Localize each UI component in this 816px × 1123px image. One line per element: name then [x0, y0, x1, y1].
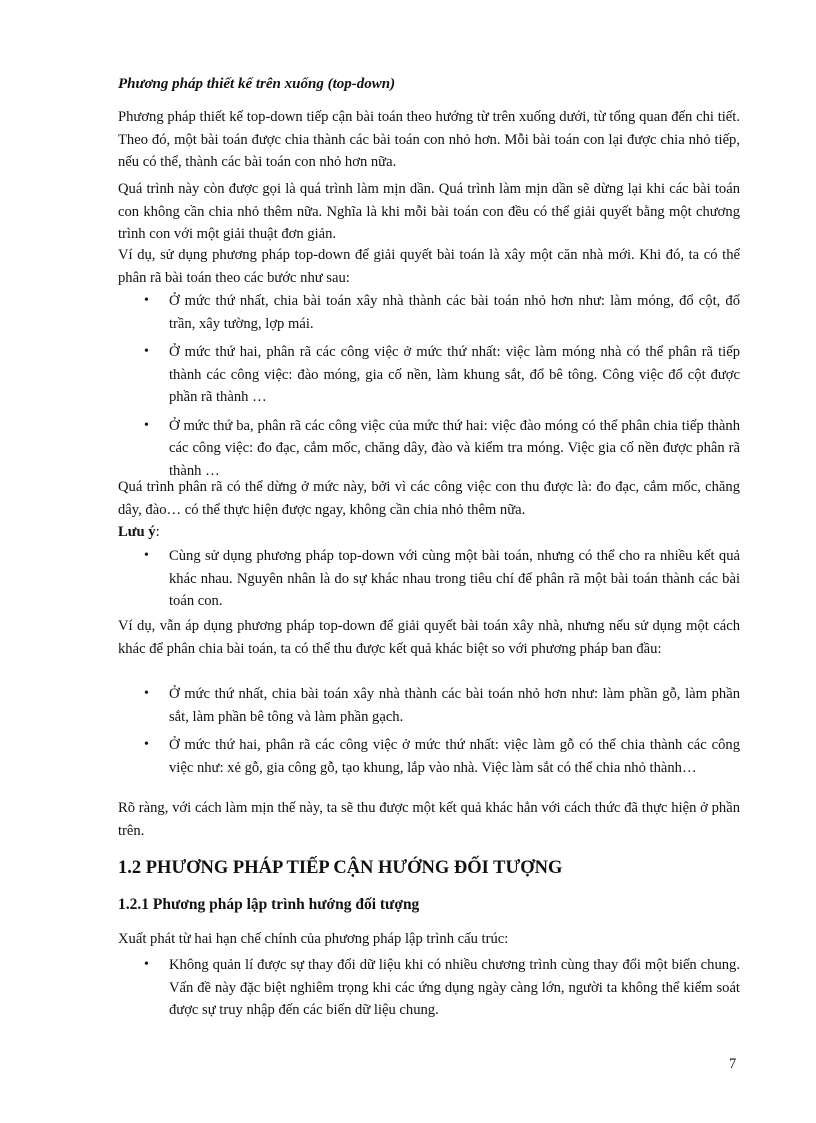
heading-level-2: 1.2 PHƯƠNG PHÁP TIẾP CẬN HƯỚNG ĐỐI TƯỢNG — [118, 858, 563, 878]
paragraph-4 — [118, 476, 740, 521]
bullet-list-3 — [139, 683, 740, 785]
note-label: Lưu ý — [118, 524, 156, 540]
paragraph-text: Quá trình này còn được gọi là quá trình làm mịn dần. Quá trình làm mịn dần sẽ dừng lại khi các bài toán con không cần chia nhỏ thêm nữa. Nghĩa là khi mỗi bài toán con đều có thể giải quyết bằng một chương trình con với một giải thuật đơn giản. — [118, 181, 740, 242]
list-item: • Ở mức thứ nhất, chia bài toán xây nhà thành các bài toán nhỏ hơn như: làm phần gỗ, làm phần sắt, làm phần bê tông và làm phần gạch. — [139, 683, 740, 728]
paragraph-text: Phương pháp thiết kế top-down tiếp cận bài toán theo hướng từ trên xuống dưới, từ tổng quan đến chi tiết. Theo đó, một bài toán được chia thành các bài toán con nhỏ hơn. Mỗi bài toán con lại được chia nhỏ tiếp, nếu có thể, thành các bài toán con nhỏ hơn nữa. — [118, 109, 740, 170]
paragraph-7 — [118, 928, 740, 951]
bullet-list-4 — [139, 954, 740, 1028]
paragraph-text: Quá trình phân rã có thể dừng ở mức này, bởi vì các công việc con thu được là: đo đạc, cắm mốc, chăng dây, đào… có thể thực hiện được ngay, không cần chia nhỏ thêm nữa. — [118, 479, 740, 518]
paragraph-5 — [118, 615, 740, 660]
paragraph-2 — [118, 178, 740, 246]
bullet-list-1 — [139, 290, 740, 488]
list-item: • Ở mức thứ hai, phân rã các công việc ở mức thứ nhất: việc làm móng nhà có thể phân rã tiếp thành các công việc: đào móng, gia cố nền, làm khung sắt, đổ bê tông. Công việc đổ cột được phần rã thành … — [139, 341, 740, 409]
bullet-list-2 — [139, 545, 740, 619]
paragraph-text: Ví dụ, sử dụng phương pháp top-down để giải quyết bài toán là xây một căn nhà mới. Khi đó, ta có thể phân rã bài toán theo các bước như sau: — [118, 247, 740, 286]
paragraph-6 — [118, 797, 740, 842]
list-item: • Cùng sử dụng phương pháp top-down với cùng một bài toán, nhưng có thể cho ra nhiều kết quả khác nhau. Nguyên nhân là do sự khác nhau trong tiêu chí để phân rã một bài toán thành các bài toán con. — [139, 545, 740, 613]
list-item: • Không quản lí được sự thay đổi dữ liệu khi có nhiều chương trình cùng thay đổi một biến chung. Vấn đề này đặc biệt nghiêm trọng khi các ứng dụng ngày càng lớn, người ta không thể kiểm soát được sự truy nhập đến các biến dữ liệu chung. — [139, 954, 740, 1022]
page-number: 7 — [729, 1056, 737, 1072]
list-item: • Ở mức thứ nhất, chia bài toán xây nhà thành các bài toán nhỏ hơn như: làm móng, đổ cột, đổ trần, xây tường, lợp mái. — [139, 290, 740, 335]
paragraph-1 — [118, 106, 740, 174]
note-label-line — [118, 521, 740, 544]
paragraph-text: Ví dụ, vẫn áp dụng phương pháp top-down để giải quyết bài toán xây nhà, nhưng nếu sử dụng một cách khác để phân chia bài toán, ta có thể thu được kết quả khác biệt so với phương pháp ban đầu: — [118, 618, 740, 657]
list-item: • Ở mức thứ ba, phân rã các công việc của mức thứ hai: việc đào móng có thể phân chia tiếp thành các công việc: đo đạc, cắm mốc, chăng dây, đào và kiểm tra móng. Việc gia cố nền được phân rã thành … — [139, 415, 740, 483]
paragraph-text: Rõ ràng, với cách làm mịn thế này, ta sẽ thu được một kết quả khác hẳn với cách thức đã thực hiện ở phần trên. — [118, 800, 740, 839]
heading-level-3: 1.2.1 Phương pháp lập trình hướng đối tượng — [118, 896, 420, 913]
note-colon: : — [155, 524, 160, 540]
paragraph-3 — [118, 244, 740, 289]
section-heading: Phương pháp thiết kế trên xuống (top-down) — [118, 76, 396, 92]
paragraph-text: Xuất phát từ hai hạn chế chính của phương pháp lập trình cấu trúc: — [118, 931, 509, 947]
list-item: • Ở mức thứ hai, phân rã các công việc ở mức thứ nhất: việc làm gỗ có thể chia thành các công việc như: xẻ gỗ, gia công gỗ, tạo khung, lắp vào nhà. Việc làm sắt có thể chia nhỏ thành… — [139, 734, 740, 779]
